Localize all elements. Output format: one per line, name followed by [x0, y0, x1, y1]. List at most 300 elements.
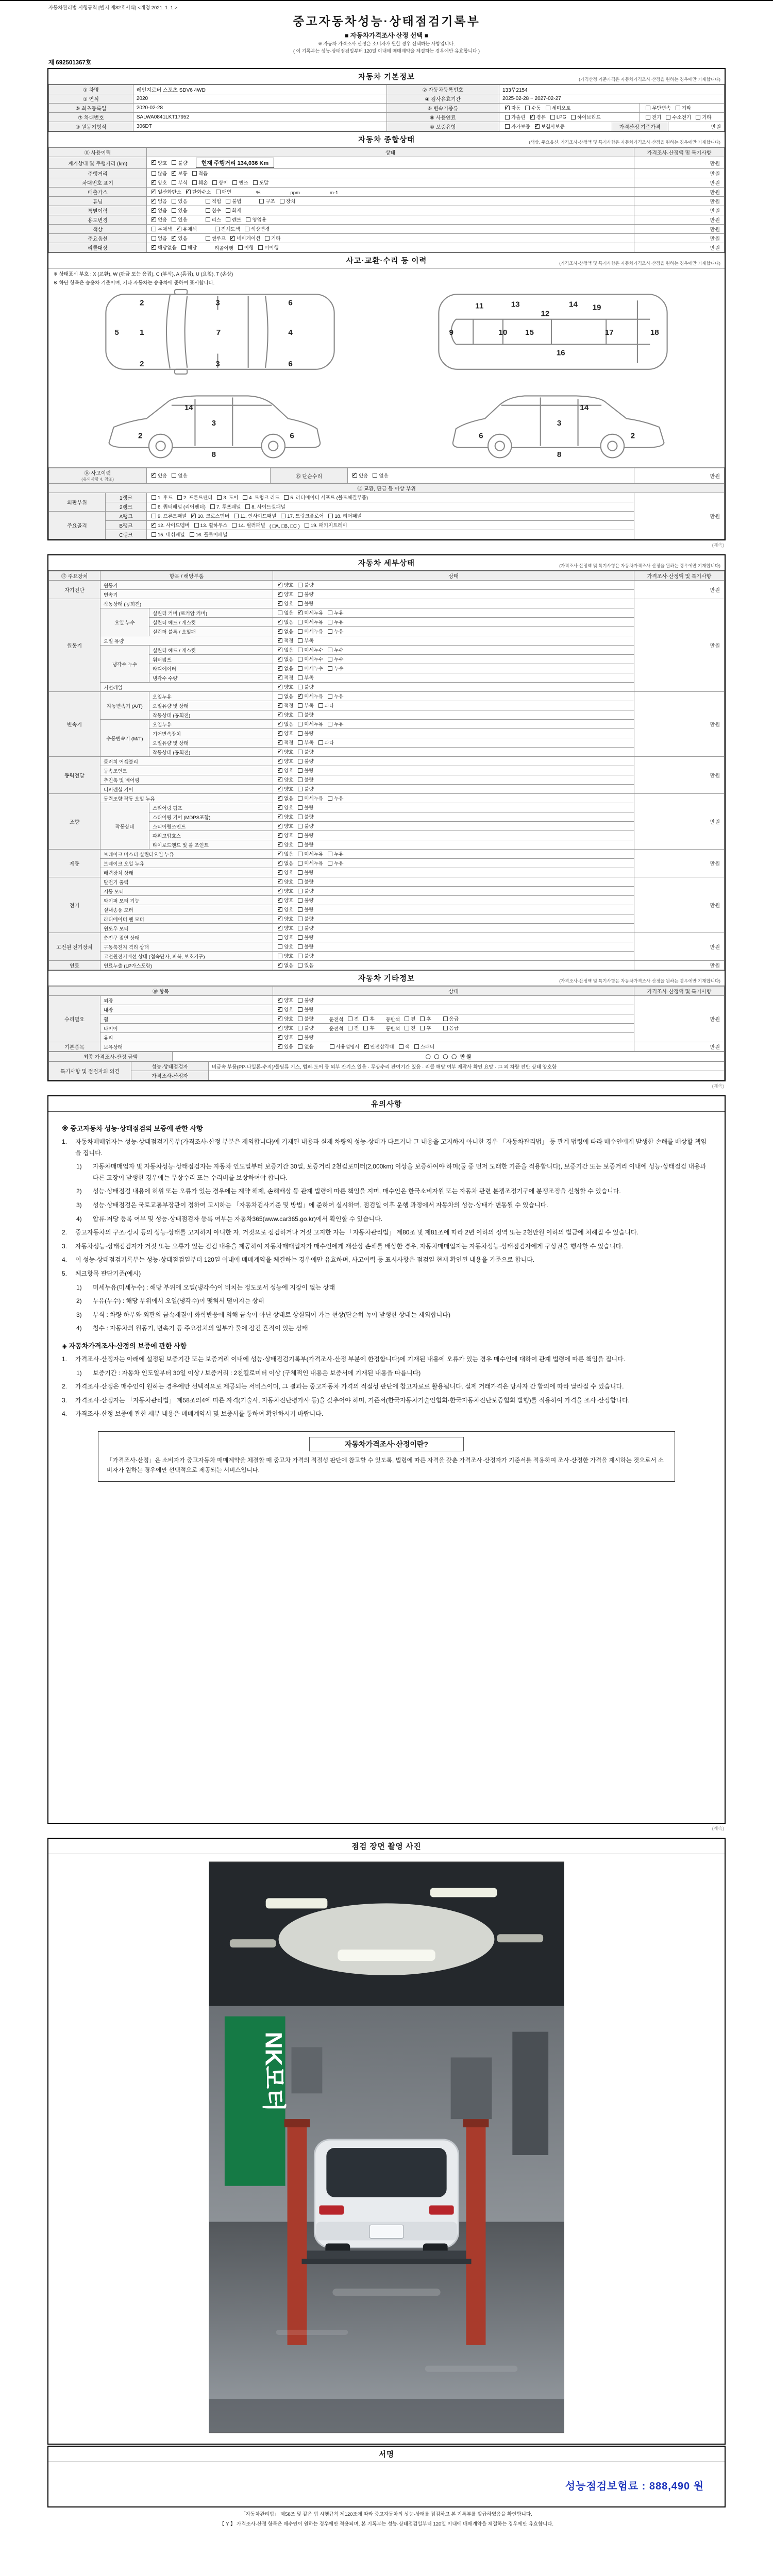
checkbox-option[interactable] [275, 1024, 293, 1031]
checkbox[interactable] [328, 657, 332, 662]
checkbox-option[interactable] [275, 600, 293, 607]
checkbox[interactable] [181, 245, 186, 250]
checkbox[interactable] [298, 759, 303, 764]
checkbox-option[interactable] [203, 234, 226, 242]
checkbox-checked[interactable] [364, 1044, 369, 1049]
checkbox[interactable] [505, 124, 510, 129]
checkbox[interactable] [298, 750, 303, 754]
checkbox-option[interactable] [325, 628, 343, 635]
checkbox-option[interactable] [295, 1033, 313, 1041]
checkbox[interactable] [298, 592, 303, 597]
checkbox-option[interactable] [441, 1024, 459, 1031]
checkbox-checked[interactable] [278, 1007, 282, 1012]
checkbox-option[interactable] [275, 869, 293, 876]
checkbox-option[interactable] [325, 618, 343, 625]
checkbox-option[interactable] [345, 1015, 359, 1022]
checkbox-option[interactable] [345, 1024, 359, 1031]
checkbox-checked[interactable] [278, 638, 282, 643]
checkbox[interactable] [234, 514, 239, 518]
checkbox-option[interactable] [295, 692, 323, 700]
checkbox-option[interactable] [295, 841, 313, 848]
checkbox-checked[interactable] [278, 768, 282, 773]
checkbox-option[interactable] [275, 915, 293, 922]
checkbox[interactable] [152, 236, 156, 241]
checkbox[interactable] [172, 208, 176, 213]
checkbox-option[interactable] [214, 494, 238, 501]
checkbox-option[interactable] [242, 225, 270, 232]
checkbox-checked[interactable] [278, 666, 282, 671]
checkbox-option[interactable] [275, 618, 293, 625]
checkbox-checked[interactable] [278, 861, 282, 866]
checkbox-option[interactable] [149, 225, 172, 232]
checkbox[interactable] [298, 944, 303, 949]
checkbox-checked[interactable] [278, 879, 282, 884]
checkbox[interactable] [298, 648, 303, 652]
checkbox-option[interactable] [295, 767, 313, 774]
checkbox-checked[interactable] [278, 889, 282, 893]
checkbox-option[interactable] [149, 159, 167, 166]
checkbox-option[interactable] [295, 961, 313, 969]
checkbox-option[interactable] [223, 207, 241, 214]
checkbox-option[interactable] [213, 188, 231, 195]
checkbox-option[interactable] [295, 776, 313, 783]
checkbox[interactable] [206, 217, 210, 222]
checkbox[interactable] [696, 115, 700, 120]
checkbox-option[interactable] [149, 472, 167, 479]
checkbox-option[interactable] [295, 996, 313, 1004]
checkbox-option[interactable] [295, 739, 313, 746]
checkbox[interactable] [226, 208, 230, 213]
checkbox-option[interactable] [243, 503, 285, 510]
checkbox-option[interactable] [325, 692, 343, 700]
checkbox[interactable] [405, 1026, 409, 1030]
checkbox-option[interactable] [275, 952, 293, 959]
checkbox[interactable] [328, 722, 332, 726]
checkbox-option[interactable] [169, 159, 187, 166]
checkbox-checked[interactable] [278, 675, 282, 680]
checkbox-option[interactable] [295, 683, 313, 690]
checkbox[interactable] [348, 1016, 352, 1021]
checkbox-option[interactable] [325, 646, 343, 653]
checkbox-option[interactable] [275, 996, 293, 1004]
checkbox-option[interactable] [295, 869, 313, 876]
checkbox-option[interactable] [275, 646, 293, 653]
checkbox-option[interactable] [316, 702, 334, 709]
checkbox[interactable] [318, 740, 323, 745]
checkbox-checked[interactable] [278, 917, 282, 921]
checkbox[interactable] [232, 180, 237, 185]
checkbox[interactable] [298, 620, 303, 624]
checkbox[interactable] [328, 861, 332, 866]
checkbox-option[interactable] [693, 113, 711, 121]
checkbox[interactable] [281, 514, 285, 518]
checkbox[interactable] [298, 935, 303, 940]
checkbox-option[interactable] [208, 503, 241, 510]
checkbox-option[interactable] [275, 767, 293, 774]
checkbox-option[interactable] [502, 123, 530, 130]
checkbox[interactable] [172, 199, 176, 204]
checkbox-checked[interactable] [152, 245, 156, 250]
checkbox-option[interactable] [316, 739, 334, 746]
checkbox[interactable] [546, 106, 550, 110]
checkbox[interactable] [238, 245, 243, 250]
checkbox-option[interactable] [402, 1015, 415, 1022]
checkbox-option[interactable] [275, 609, 293, 616]
checkbox-option[interactable] [275, 637, 293, 644]
checkbox-option[interactable] [295, 757, 313, 765]
checkbox-option[interactable] [192, 521, 228, 529]
checkbox-checked[interactable] [278, 1044, 282, 1049]
checkbox-option[interactable] [275, 711, 293, 718]
checkbox-option[interactable] [275, 887, 293, 894]
checkbox-option[interactable] [169, 216, 187, 223]
checkbox[interactable] [253, 180, 258, 185]
checkbox[interactable] [298, 870, 303, 875]
checkbox-checked[interactable] [152, 217, 156, 222]
checkbox-checked[interactable] [152, 208, 156, 213]
checkbox[interactable] [328, 514, 333, 518]
checkbox-option[interactable] [295, 618, 323, 625]
checkbox[interactable] [278, 694, 282, 699]
checkbox-option[interactable] [295, 655, 323, 663]
checkbox-option[interactable] [325, 609, 343, 616]
checkbox[interactable] [298, 1044, 303, 1049]
checkbox-checked[interactable] [172, 236, 176, 241]
checkbox-option[interactable] [350, 472, 368, 479]
checkbox-option[interactable] [543, 104, 571, 111]
checkbox-option[interactable] [295, 711, 313, 718]
checkbox[interactable] [278, 935, 282, 940]
checkbox-option[interactable] [149, 216, 167, 223]
checkbox-option[interactable] [281, 494, 368, 501]
checkbox-option[interactable] [277, 197, 295, 205]
checkbox-option[interactable] [275, 878, 293, 885]
checkbox-option[interactable] [295, 646, 323, 653]
checkbox-option[interactable] [275, 813, 293, 820]
checkbox-option[interactable] [203, 197, 221, 205]
checkbox-option[interactable] [295, 952, 313, 959]
checkbox-option[interactable] [295, 590, 313, 598]
checkbox[interactable] [212, 180, 217, 185]
checkbox[interactable] [172, 180, 176, 185]
checkbox[interactable] [328, 629, 332, 634]
checkbox[interactable] [298, 583, 303, 587]
checkbox-option[interactable] [187, 531, 228, 538]
checkbox-checked[interactable] [278, 629, 282, 634]
checkbox-option[interactable] [169, 234, 187, 242]
checkbox-option[interactable] [295, 878, 313, 885]
checkbox-option[interactable] [149, 503, 206, 510]
checkbox-option[interactable] [295, 813, 313, 820]
checkbox-option[interactable] [275, 804, 293, 811]
checkbox[interactable] [206, 208, 210, 213]
checkbox[interactable] [373, 473, 377, 478]
checkbox-option[interactable] [236, 244, 254, 251]
checkbox[interactable] [298, 833, 303, 838]
checkbox-checked[interactable] [191, 514, 196, 518]
checkbox-checked[interactable] [278, 777, 282, 782]
checkbox[interactable] [259, 199, 264, 204]
checkbox-option[interactable] [210, 179, 228, 186]
checkbox[interactable] [318, 703, 323, 708]
checkbox-option[interactable] [149, 531, 185, 538]
checkbox[interactable] [298, 998, 303, 1003]
checkbox[interactable] [330, 1044, 334, 1049]
checkbox-option[interactable] [278, 512, 324, 519]
checkbox[interactable] [245, 504, 250, 509]
checkbox[interactable] [571, 115, 576, 120]
checkbox-option[interactable] [295, 915, 313, 922]
checkbox-option[interactable] [502, 113, 526, 121]
checkbox[interactable] [298, 768, 303, 773]
checkbox[interactable] [210, 504, 215, 509]
checkbox-option[interactable] [223, 197, 241, 205]
checkbox[interactable] [399, 1044, 404, 1049]
checkbox-option[interactable] [179, 244, 197, 251]
checkbox-option[interactable] [643, 104, 671, 111]
checkbox-option[interactable] [325, 859, 343, 867]
checkbox-option[interactable] [169, 207, 187, 214]
checkbox[interactable] [194, 523, 199, 528]
checkbox-option[interactable] [502, 104, 520, 111]
checkbox[interactable] [298, 601, 303, 606]
checkbox-checked[interactable] [278, 722, 282, 726]
checkbox-option[interactable] [275, 692, 293, 700]
checkbox-checked[interactable] [278, 620, 282, 624]
checkbox[interactable] [328, 666, 332, 671]
checkbox-checked[interactable] [530, 115, 535, 120]
checkbox-checked[interactable] [278, 703, 282, 708]
checkbox-option[interactable] [149, 521, 190, 529]
checkbox-option[interactable] [228, 234, 260, 242]
checkbox-checked[interactable] [352, 473, 357, 478]
checkbox[interactable] [152, 227, 156, 231]
checkbox[interactable] [298, 657, 303, 662]
checkbox-option[interactable] [302, 521, 347, 529]
checkbox-option[interactable] [212, 225, 240, 232]
checkbox-option[interactable] [370, 472, 388, 479]
checkbox-option[interactable] [325, 665, 343, 672]
checkbox-option[interactable] [275, 841, 293, 848]
checkbox-option[interactable] [149, 188, 181, 195]
checkbox[interactable] [298, 898, 303, 903]
checkbox[interactable] [298, 1016, 303, 1021]
checkbox[interactable] [298, 1026, 303, 1030]
checkbox-option[interactable] [362, 1043, 394, 1050]
checkbox[interactable] [298, 917, 303, 921]
checkbox-option[interactable] [325, 655, 343, 663]
checkbox-checked[interactable] [152, 473, 156, 478]
checkbox-option[interactable] [275, 934, 293, 941]
checkbox-checked[interactable] [278, 685, 282, 689]
checkbox-option[interactable] [203, 207, 221, 214]
checkbox[interactable] [216, 190, 221, 194]
checkbox-option[interactable] [250, 179, 268, 186]
checkbox-checked[interactable] [278, 833, 282, 838]
checkbox-option[interactable] [275, 581, 293, 588]
checkbox-checked[interactable] [278, 796, 282, 801]
checkbox[interactable] [298, 926, 303, 930]
checkbox-checked[interactable] [278, 787, 282, 791]
checkbox-option[interactable] [417, 1024, 431, 1031]
checkbox-option[interactable] [327, 1043, 360, 1050]
checkbox[interactable] [328, 620, 332, 624]
checkbox-option[interactable] [275, 943, 293, 950]
checkbox-option[interactable] [412, 1043, 435, 1050]
checkbox-option[interactable] [169, 170, 187, 177]
checkbox-option[interactable] [295, 581, 313, 588]
checkbox-checked[interactable] [278, 750, 282, 754]
checkbox[interactable] [298, 824, 303, 828]
checkbox-option[interactable] [149, 234, 167, 242]
checkbox[interactable] [414, 1044, 419, 1049]
checkbox[interactable] [443, 1016, 448, 1021]
checkbox-checked[interactable] [278, 1026, 282, 1030]
checkbox-checked[interactable] [505, 106, 510, 110]
checkbox-option[interactable] [275, 674, 293, 681]
checkbox-checked[interactable] [278, 907, 282, 912]
checkbox-checked[interactable] [152, 190, 156, 194]
checkbox[interactable] [328, 694, 332, 699]
checkbox[interactable] [243, 495, 247, 500]
checkbox-option[interactable] [262, 234, 280, 242]
checkbox[interactable] [298, 889, 303, 893]
checkbox-option[interactable] [275, 683, 293, 690]
checkbox-option[interactable] [326, 512, 362, 519]
checkbox[interactable] [348, 1026, 352, 1030]
checkbox-option[interactable] [295, 906, 313, 913]
checkbox[interactable] [443, 1026, 448, 1030]
checkbox-option[interactable] [295, 748, 313, 755]
checkbox-checked[interactable] [278, 731, 282, 736]
checkbox-option[interactable] [295, 822, 313, 829]
checkbox-option[interactable] [275, 906, 293, 913]
checkbox-option[interactable] [295, 832, 313, 839]
checkbox[interactable] [298, 954, 303, 958]
checkbox[interactable] [206, 199, 210, 204]
checkbox-checked[interactable] [278, 842, 282, 847]
checkbox-option[interactable] [528, 113, 546, 121]
checkbox-option[interactable] [295, 730, 313, 737]
checkbox-option[interactable] [295, 896, 313, 904]
checkbox-option[interactable] [441, 1015, 459, 1022]
checkbox[interactable] [172, 160, 176, 165]
checkbox-checked[interactable] [152, 199, 156, 204]
checkbox[interactable] [278, 954, 282, 958]
checkbox-option[interactable] [190, 170, 208, 177]
checkbox-option[interactable] [275, 590, 293, 598]
checkbox-option[interactable] [325, 850, 343, 857]
checkbox-checked[interactable] [278, 815, 282, 819]
checkbox[interactable] [298, 805, 303, 810]
checkbox[interactable] [298, 675, 303, 680]
checkbox-checked[interactable] [278, 852, 282, 856]
checkbox-checked[interactable] [278, 583, 282, 587]
checkbox[interactable] [152, 171, 156, 176]
checkbox[interactable] [192, 171, 197, 176]
checkbox-checked[interactable] [278, 601, 282, 606]
checkbox-option[interactable] [203, 216, 221, 223]
checkbox-option[interactable] [295, 637, 313, 644]
checkbox-checked[interactable] [278, 1016, 282, 1021]
checkbox[interactable] [172, 473, 176, 478]
checkbox-option[interactable] [417, 1015, 431, 1022]
checkbox[interactable] [226, 217, 230, 222]
checkbox[interactable] [298, 685, 303, 689]
checkbox-option[interactable] [295, 934, 313, 941]
checkbox-option[interactable] [183, 188, 211, 195]
checkbox[interactable] [363, 1026, 368, 1030]
checkbox-checked[interactable] [152, 523, 156, 528]
checkbox-checked[interactable] [278, 713, 282, 717]
checkbox[interactable] [152, 532, 156, 537]
checkbox[interactable] [232, 523, 237, 528]
checkbox[interactable] [298, 815, 303, 819]
checkbox[interactable] [298, 787, 303, 791]
checkbox-option[interactable] [275, 822, 293, 829]
checkbox[interactable] [217, 495, 222, 500]
checkbox-checked[interactable] [278, 870, 282, 875]
checkbox-option[interactable] [275, 785, 293, 792]
checkbox-option[interactable] [275, 748, 293, 755]
checkbox-checked[interactable] [298, 694, 303, 699]
checkbox-option[interactable] [396, 1043, 410, 1050]
checkbox[interactable] [192, 180, 197, 185]
checkbox[interactable] [245, 227, 249, 231]
checkbox-option[interactable] [275, 961, 293, 969]
checkbox-option[interactable] [175, 494, 212, 501]
checkbox[interactable] [284, 495, 289, 500]
checkbox-option[interactable] [295, 702, 313, 709]
checkbox-option[interactable] [523, 104, 541, 111]
checkbox-option[interactable] [275, 628, 293, 635]
checkbox[interactable] [666, 115, 670, 120]
checkbox-checked[interactable] [152, 180, 156, 185]
checkbox-option[interactable] [295, 850, 323, 857]
checkbox-checked[interactable] [278, 926, 282, 930]
checkbox-option[interactable] [275, 859, 293, 867]
checkbox-option[interactable] [643, 113, 661, 121]
checkbox-option[interactable] [295, 600, 313, 607]
checkbox-option[interactable] [295, 785, 313, 792]
checkbox-option[interactable] [169, 179, 187, 186]
checkbox[interactable] [328, 852, 332, 856]
signature-area[interactable] [48, 2462, 725, 2506]
checkbox-checked[interactable] [278, 824, 282, 828]
checkbox-checked[interactable] [186, 190, 191, 194]
checkbox[interactable] [298, 740, 303, 745]
checkbox-option[interactable] [149, 207, 167, 214]
checkbox[interactable] [328, 796, 332, 801]
checkbox[interactable] [258, 245, 263, 250]
checkbox-option[interactable] [361, 1015, 374, 1022]
checkbox-option[interactable] [275, 757, 293, 765]
checkbox-option[interactable] [295, 628, 323, 635]
checkbox-option[interactable] [295, 1006, 313, 1013]
checkbox[interactable] [363, 1016, 368, 1021]
checkbox-option[interactable] [295, 1015, 313, 1022]
checkbox-option[interactable] [275, 850, 293, 857]
checkbox-checked[interactable] [152, 160, 156, 165]
checkbox-option[interactable] [673, 104, 691, 111]
checkbox[interactable] [278, 944, 282, 949]
checkbox-checked[interactable] [298, 611, 303, 615]
checkbox-checked[interactable] [278, 998, 282, 1003]
checkbox-checked[interactable] [177, 227, 181, 231]
checkbox-option[interactable] [295, 609, 323, 616]
checkbox-option[interactable] [295, 924, 313, 931]
checkbox-checked[interactable] [172, 171, 176, 176]
